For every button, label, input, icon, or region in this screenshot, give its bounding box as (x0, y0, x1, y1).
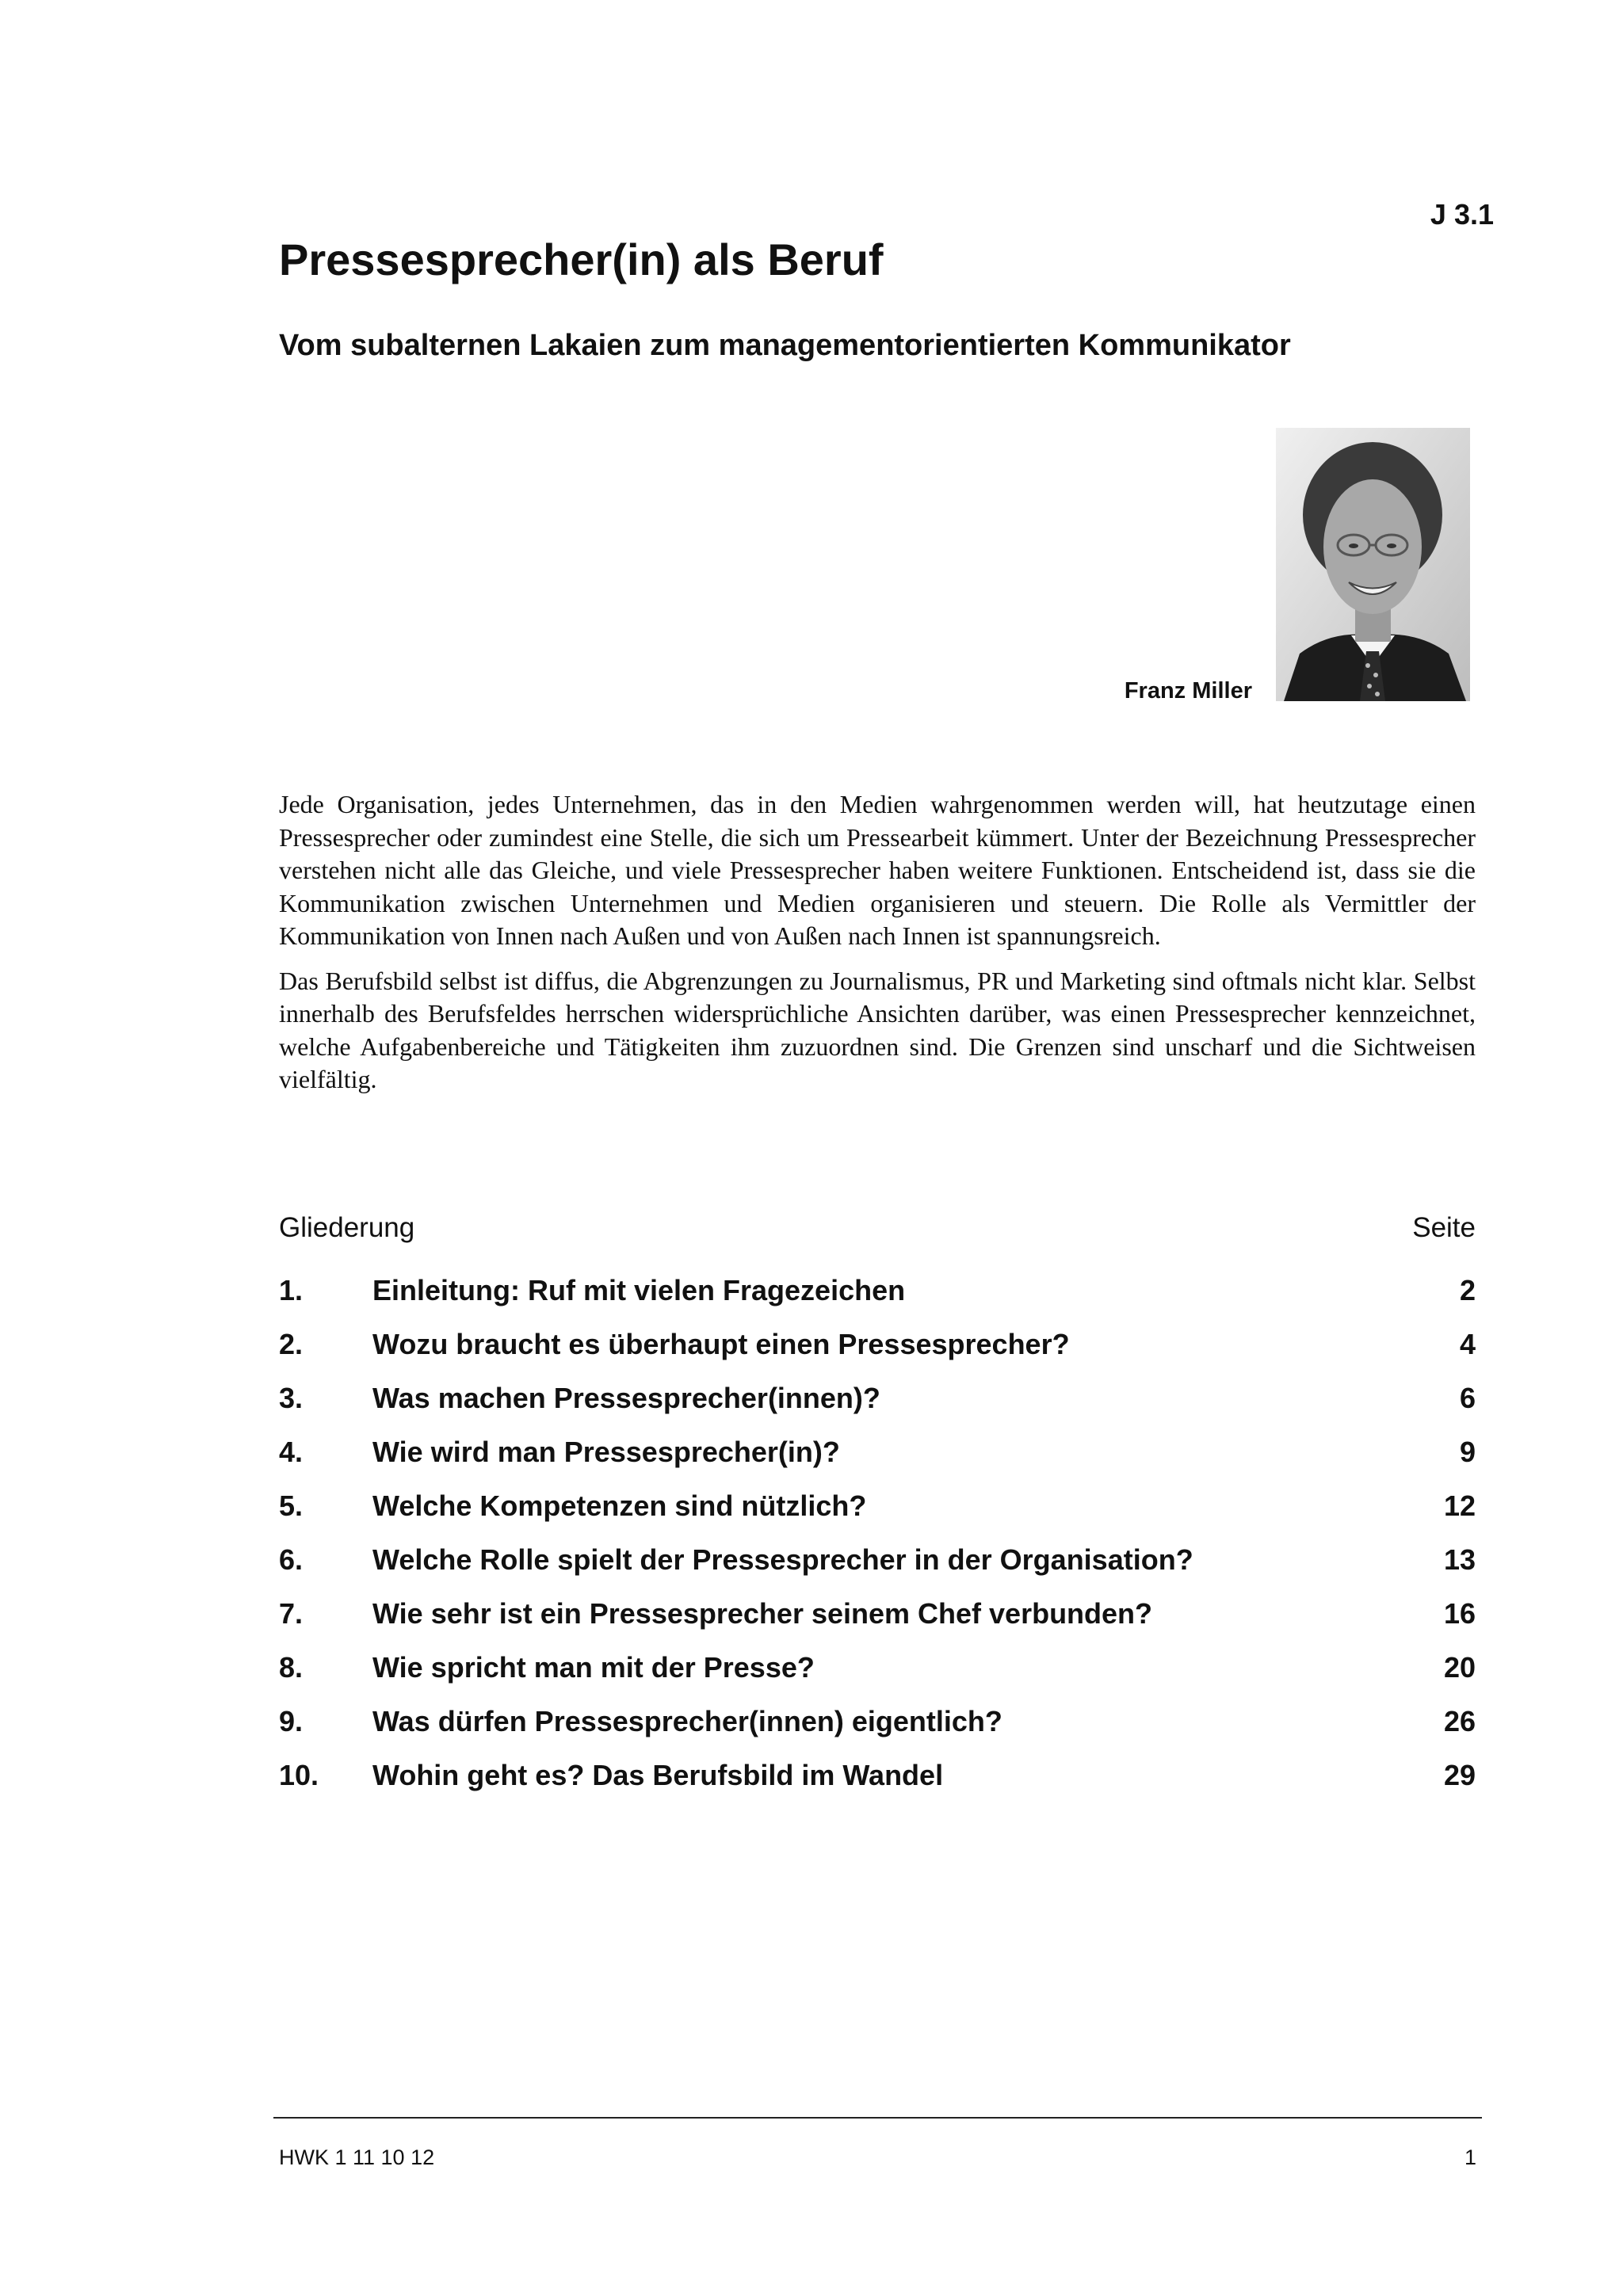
intro-paragraph: Das Berufsbild selbst ist diffus, die Abgrenzungen zu Journalismus, PR und Marketing sind oftmals nicht klar. Selbst innerhalb des Berufsfeldes herrschen widersprüchliche Ansichten darüber, was einen Pressesprecher kennzeichnet, welche Aufgabenbereiche und Tätigkeiten ihm zuzuordnen sind. Die Grenzen sind unscharf und die Sichtweisen vielfältig. (279, 966, 1476, 1093)
page-number: 1 (1464, 2145, 1476, 2169)
toc-entry[interactable] (279, 1651, 1476, 1705)
toc-entry-title: Wie spricht man mit der Presse? (372, 1651, 815, 1684)
toc-entry-page: 29 (1443, 1759, 1476, 1791)
toc-entry-number: 10. (279, 1759, 319, 1791)
toc-entry-number: 8. (279, 1651, 304, 1684)
toc-entry[interactable] (279, 1597, 1476, 1651)
table-of-contents (279, 1212, 1476, 1813)
toc-entry-number: 3. (279, 1382, 304, 1414)
toc-entry-number: 2. (279, 1328, 304, 1360)
toc-entry-page: 4 (1459, 1328, 1476, 1360)
toc-page-heading: Seite (1412, 1212, 1476, 1243)
page-subtitle: Vom subalternen Lakaien zum managementorientierten Kommunikator (279, 329, 1291, 362)
toc-entry[interactable] (279, 1489, 1476, 1543)
toc-entry-page: 20 (1443, 1651, 1476, 1684)
toc-entry-title: Welche Kompetenzen sind nützlich? (372, 1489, 867, 1522)
toc-entry-title: Wozu braucht es überhaupt einen Pressesprecher? (372, 1328, 1070, 1360)
footer-divider (273, 2117, 1482, 2119)
toc-entry-number: 4. (279, 1436, 304, 1468)
chapter-code: J 3.1 (1430, 198, 1494, 231)
toc-entry-page: 26 (1443, 1705, 1476, 1737)
intro-paragraph: Jede Organisation, jedes Unternehmen, das in den Medien wahrgenommen werden will, hat heutzutage einen Pressesprecher oder zumindest eine Stelle, die sich um Pressearbeit kümmert. Unter der Bezeichnung Pressesprecher verstehen nicht alle das Gleiche, und viele Pressesprecher haben weitere Funktionen. Entscheidend ist, dass sie die Kommunikation zwischen Unternehmen und Medien organisieren und steuern. Die Rolle als Vermittler der Kommunikation von Innen nach Außen und von Außen nach Innen ist spannungsreich. (279, 790, 1476, 950)
toc-entry[interactable] (279, 1328, 1476, 1382)
toc-entry-page: 13 (1443, 1543, 1476, 1576)
toc-entry-title: Wohin geht es? Das Berufsbild im Wandel (372, 1759, 944, 1791)
toc-entry[interactable] (279, 1274, 1476, 1328)
toc-entry[interactable] (279, 1543, 1476, 1597)
author-name: Franz Miller (1124, 678, 1252, 704)
toc-entry[interactable] (279, 1382, 1476, 1436)
toc-entry[interactable] (279, 1759, 1476, 1813)
author-photo (1276, 428, 1470, 701)
toc-list (279, 1274, 1476, 1813)
toc-entry[interactable] (279, 1705, 1476, 1759)
toc-entry-page: 6 (1459, 1382, 1476, 1414)
toc-entry-number: 5. (279, 1489, 304, 1522)
toc-entry-title: Einleitung: Ruf mit vielen Fragezeichen (372, 1274, 906, 1306)
footer-code: HWK 1 11 10 12 (279, 2145, 435, 2169)
toc-entry-title: Wie wird man Pressesprecher(in)? (372, 1436, 840, 1468)
toc-entry-title: Welche Rolle spielt der Pressesprecher in der Organisation? (372, 1543, 1193, 1576)
toc-entry-number: 7. (279, 1597, 304, 1630)
toc-entry-number: 1. (279, 1274, 304, 1306)
toc-entry-page: 2 (1459, 1274, 1476, 1306)
toc-header (279, 1212, 1476, 1252)
toc-entry-page: 12 (1443, 1489, 1476, 1522)
page-title: Pressesprecher(in) als Beruf (279, 235, 884, 284)
toc-entry-number: 6. (279, 1543, 304, 1576)
toc-entry-page: 16 (1443, 1597, 1476, 1630)
intro-text (279, 788, 1476, 1108)
toc-entry-number: 9. (279, 1705, 304, 1737)
toc-entry-title: Was machen Pressesprecher(innen)? (372, 1382, 880, 1414)
toc-entry-title: Wie sehr ist ein Pressesprecher seinem Chef verbunden? (372, 1597, 1153, 1630)
toc-heading: Gliederung (279, 1212, 415, 1243)
toc-entry-page: 9 (1459, 1436, 1476, 1468)
toc-entry[interactable] (279, 1436, 1476, 1489)
toc-entry-title: Was dürfen Pressesprecher(innen) eigentlich? (372, 1705, 1002, 1737)
